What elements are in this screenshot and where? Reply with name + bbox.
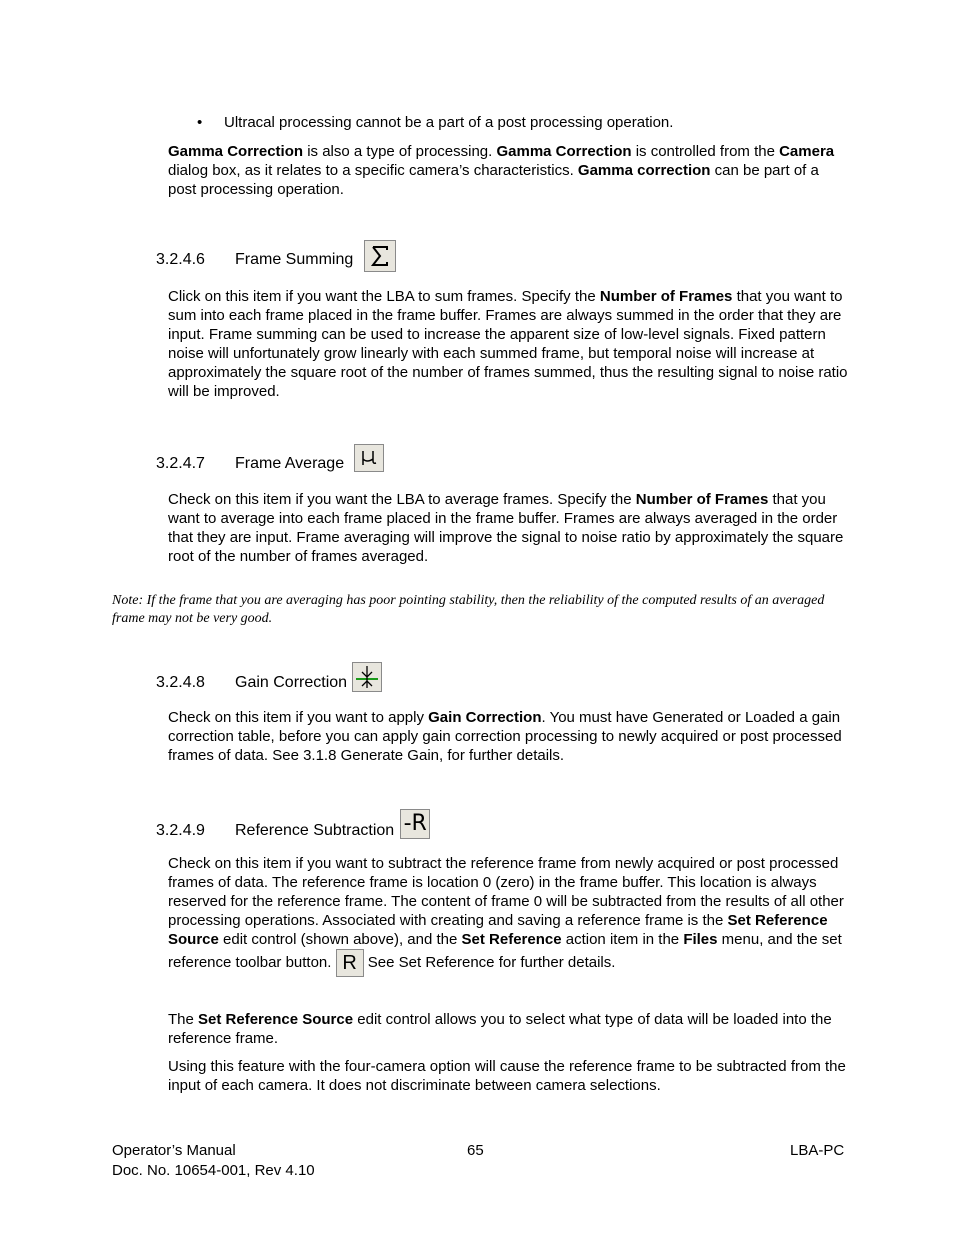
gamma-paragraph: Gamma Correction is also a type of processing. Gamma Correction is controlled from the Camera dialog box, as it relates to a specific camera’s characteristics. Gamma correction can be part of a post processing operation.: [168, 143, 835, 198]
reference-subtraction-paragraph-1: Check on this item if you want to subtract the reference frame from newly acquired or post processed frames of data. The reference frame is location 0 (zero) in the frame buffer. This location is always reserved for the reference frame. The content of frame 0 will be subtracted from the results of all other processing operations. Associated with creating and saving a reference frame is the Set Reference Source edit control (shown above), and the Set Reference action item in the Files menu, and the set reference toolbar button. R See Set Reference for further details.: [168, 854, 848, 977]
reference-subtraction-paragraph-3: Using this feature with the four-camera option will cause the reference frame to be subtracted from the input of each camera. It does not discriminate between camera selections.: [168, 1058, 846, 1094]
mu-icon: [354, 444, 384, 472]
frame-average-paragraph: Check on this item if you want the LBA to average frames. Specify the Number of Frames that you want to average into each frame placed in the frame buffer. Frames are always averaged in the order that they are input. Frame averaging will improve the signal to noise ratio by approximately the square root of the number of frames averaged.: [168, 491, 844, 565]
footer-left: [112, 1141, 315, 1181]
footer-product: LBA-PC: [790, 1142, 845, 1159]
footer-manual-title: Operator’s Manual: [112, 1142, 236, 1159]
frame-summing-paragraph: Click on this item if you want the LBA to sum frames. Specify the Number of Frames that you want to sum into each frame placed in the frame buffer. Frames are always summed in the order that they are input. Frame summing can be used to increase the apparent size of low-level signals. Fixed pattern noise will unfortunately grow linearly with each summed frame, but temporal noise will increase at approximately the square root of the number of frames summed, thus the resulting signal to noise ratio will be improved.: [168, 288, 848, 400]
gain-correction-icon: [352, 662, 382, 692]
footer-page-number: 65: [467, 1142, 484, 1159]
section-heading-frame-summing: 3.2.4.6 Frame Summing: [156, 239, 396, 279]
bullet-marker: •: [197, 114, 203, 131]
set-reference-icon: R: [336, 949, 364, 977]
sigma-icon: [364, 240, 396, 272]
section-heading-reference-subtraction: 3.2.4.9 Reference Subtraction -R: [156, 810, 430, 850]
gain-correction-paragraph: Check on this item if you want to apply Gain Correction. You must have Generated or Loaded a gain correction table, before you can apply gain correction processing to newly acquired or post processed frames of data. See 3.1.8 Generate Gain, for further details.: [168, 709, 842, 764]
note-text: Note: If the frame that you are averaging has poor pointing stability, then the reliability of the computed results of an averaged frame may not be very good.: [112, 593, 825, 626]
section-heading-frame-average: 3.2.4.7 Frame Average: [156, 443, 384, 483]
reference-subtraction-paragraph-2: The Set Reference Source edit control allows you to select what type of data will be loaded into the reference frame.: [168, 1011, 832, 1047]
bullet-text: Ultracal processing cannot be a part of a post processing operation.: [224, 114, 674, 131]
minus-r-icon: -R: [400, 809, 430, 839]
footer-doc-number: Doc. No. 10654-001, Rev 4.10: [112, 1162, 315, 1179]
section-heading-gain-correction: 3.2.4.8 Gain Correction: [156, 662, 382, 702]
